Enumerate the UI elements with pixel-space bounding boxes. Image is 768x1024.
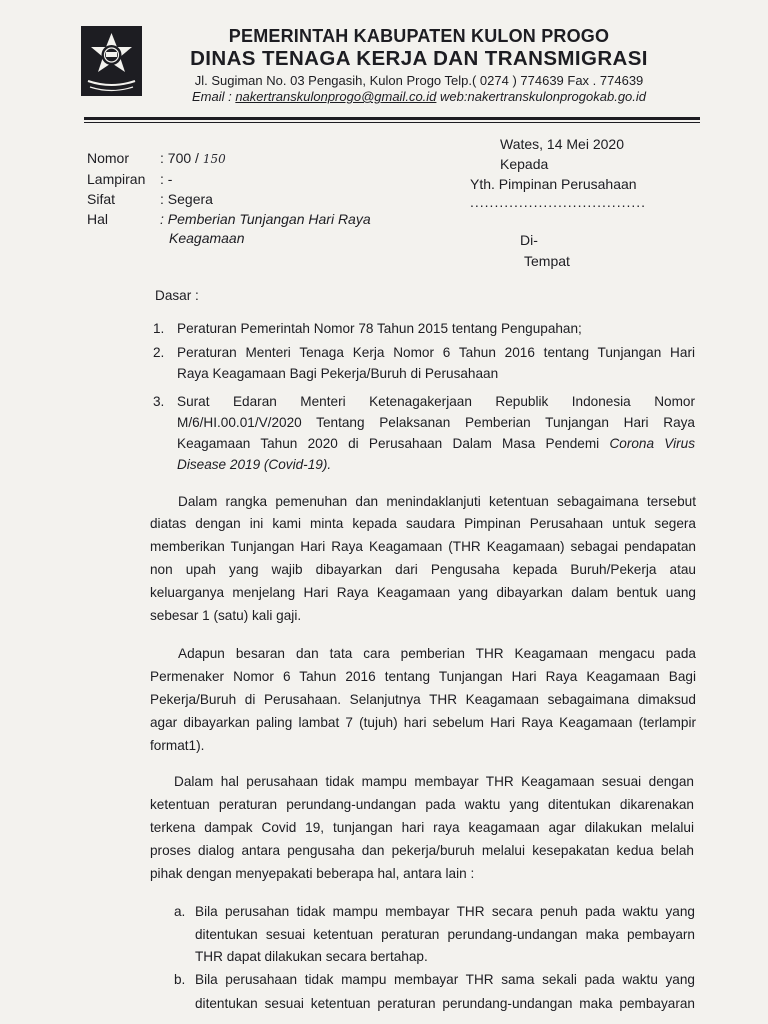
dasar-item-3-line: Disease 2019 (Covid-19). xyxy=(177,457,332,472)
letterhead-rule-thick xyxy=(84,117,700,120)
dasar-number: 3. xyxy=(153,394,165,409)
dasar-number: 1. xyxy=(153,321,165,336)
paragraph-line: Permenaker Nomor 6 Tahun 2016 tentang Tunjangan Hari Raya Keagamaan Bagi xyxy=(150,669,696,684)
paragraph-line: sebesar 1 (satu) kali gaji. xyxy=(150,608,302,623)
paragraph-line: format1). xyxy=(150,738,205,753)
dasar-item-1: Peraturan Pemerintah Nomor 78 Tahun 2015 tentang Pengupahan; xyxy=(177,321,582,336)
letter-date: Wates, 14 Mei 2020 xyxy=(500,136,624,152)
kepada-text: Kepada xyxy=(500,156,549,172)
hal-value-cont: Keagamaan xyxy=(169,230,245,246)
dasar-item-3-italic: Corona Virus xyxy=(609,436,695,451)
dasar-item-3-text: Keagamaan Tahun 2020 di Perusahaan Dalam Masa Pendemi xyxy=(177,436,610,451)
paragraph-line: Pekerja/Buruh di Perusahaan. Selanjutnya THR Keagamaan sebagaimana dimaksud xyxy=(150,692,696,707)
dasar-item-3-line: Surat Edaran Menteri Ketenagakerjaan Republik Indonesia Nomor xyxy=(177,394,695,409)
hal-value: : Pemberian Tunjangan Hari Raya xyxy=(160,211,371,227)
paragraph-line: Adapun besaran dan tata cara pemberian THR Keagamaan mengacu pada xyxy=(178,646,696,661)
option-letter: b. xyxy=(174,972,186,987)
dasar-item-2-line: Raya Keagamaan Bagi Pekerja/Buruh di Perusahaan xyxy=(177,366,499,381)
letterhead-government: PEMERINTAH KABUPATEN KULON PROGO xyxy=(228,26,610,46)
option-line: Bila perusahaan tidak mampu membayar THR sama sekali pada waktu yang xyxy=(195,972,695,987)
dasar-heading: Dasar : xyxy=(155,288,199,303)
paragraph-line: non upah yang wajib dibayarkan dari Pengusaha kepada Buruh/Pekerja atau xyxy=(150,562,696,577)
dasar-item-3-line: M/6/HI.00.01/V/2020 Tentang Pelaksanan Pemberian Tunjangan Hari Raya xyxy=(177,415,695,430)
option-line: ditentukan sesuai ketentuan peraturan perundang-undangan maka pembayarn xyxy=(195,927,695,942)
paragraph-line: keluarganya menjelang Hari Raya Keagamaan yang dibayarkan dalam bentuk uang xyxy=(150,585,696,600)
nomor-label: Nomor xyxy=(87,150,130,166)
di-text: Di- xyxy=(520,232,538,248)
sifat-label: Sifat xyxy=(87,191,116,207)
paragraph-line: ketentuan peraturan perundang-undangan pada waktu yang ditentukan dikarenakan xyxy=(150,797,694,812)
option-line: Bila perusahan tidak mampu membayar THR secara penuh pada waktu yang xyxy=(195,904,695,919)
hal-label: Hal xyxy=(87,211,109,227)
paragraph-line: Dalam hal perusahaan tidak mampu membayar THR Keagamaan sesuai dengan xyxy=(174,774,694,789)
sifat-value: : Segera xyxy=(160,191,213,207)
lampiran-value: : - xyxy=(160,171,173,187)
paragraph-line: proses dialog antara pengusaha dan pekerja/buruh melalui kesepakatan kedua belah xyxy=(150,843,694,858)
lampiran-label: Lampiran xyxy=(87,171,146,187)
website-text: web:nakertranskulonprogokab.go.id xyxy=(436,89,647,104)
paragraph-line: agar dibayarkan paling lambat 7 (tujuh) hari sebelum Hari Raya Keagamaan (terlampir xyxy=(150,715,696,730)
paragraph-line: terkena dampak Covid 19, tunjangan hari raya keagamaan agar dilakukan melalui xyxy=(150,820,694,835)
dasar-item-2-line: Peraturan Menteri Tenaga Kerja Nomor 6 Tahun 2016 tentang Tunjangan Hari xyxy=(177,345,695,360)
tempat-text: Tempat xyxy=(524,253,570,269)
option-line: ditentukan sesuai ketentuan peraturan perundang-undangan maka pembayaran xyxy=(195,996,695,1011)
letterhead-agency: DINAS TENAGA KERJA DAN TRANSMIGRASI xyxy=(190,47,648,70)
nomor-handwritten: 150 xyxy=(202,152,226,166)
nomor-prefix: : 700 / xyxy=(160,150,199,166)
recipient-name: Yth. Pimpinan Perusahaan xyxy=(470,176,637,192)
email-link[interactable]: nakertranskulonprogo@gmail.co.id xyxy=(235,89,437,104)
nomor-value xyxy=(160,150,226,166)
dasar-number: 2. xyxy=(153,345,165,360)
letterhead-rule-thin xyxy=(84,122,700,123)
email-label: Email : xyxy=(191,89,236,104)
letterhead-contact xyxy=(0,89,768,104)
letterhead-address: Jl. Sugiman No. 03 Pengasih, Kulon Progo Telp.( 0274 ) 774639 Fax . 774639 xyxy=(194,73,644,88)
paragraph-line: memberikan Tunjangan Hari Raya Keagamaan (THR Keagamaan) sebagai pendapatan xyxy=(150,539,696,554)
option-line: THR dapat dilakukan secara bertahap. xyxy=(195,949,428,964)
paragraph-line: diatas dengan ini kami minta kepada saudara Pimpinan Perusahaan untuk segera xyxy=(150,516,696,531)
dasar-item-3-line xyxy=(177,436,695,451)
paragraph-line: Dalam rangka pemenuhan dan menindaklanjuti ketentuan sebagaimana tersebut xyxy=(178,494,696,509)
paragraph-line: pihak dengan menyepakati beberapa hal, antara lain : xyxy=(150,866,475,881)
option-letter: a. xyxy=(174,904,186,919)
recipient-dots: .................................... xyxy=(470,194,647,210)
